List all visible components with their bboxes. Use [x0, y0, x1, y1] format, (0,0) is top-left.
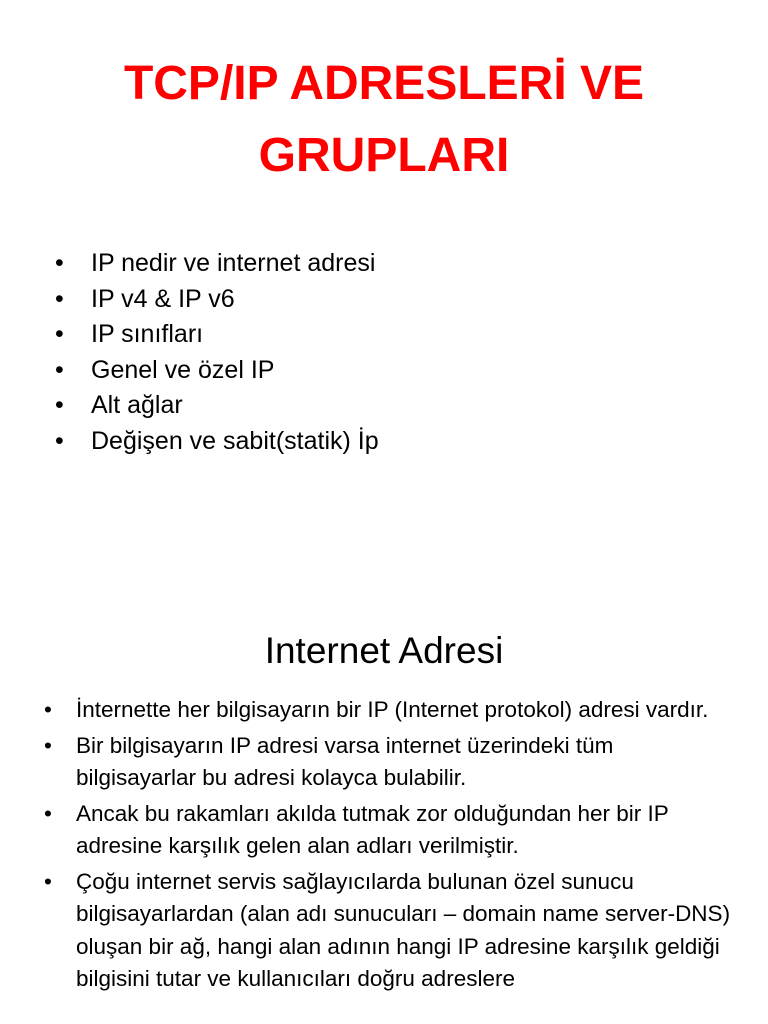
list-item-text: Değişen ve sabit(statik) İp	[91, 426, 379, 455]
list-item-text: IP sınıfları	[91, 320, 204, 348]
list-item	[44, 798, 734, 863]
list-item	[44, 694, 734, 727]
list-item	[44, 866, 734, 996]
list-item-text: Genel ve özel IP	[91, 355, 275, 384]
bullet-icon: •	[55, 320, 64, 348]
list-item-text: Alt ağlar	[91, 391, 183, 419]
bullet-icon: •	[44, 732, 52, 758]
slide-1-bullet-list	[55, 246, 379, 459]
list-item-text: IP v4 & IP v6	[91, 284, 235, 313]
list-item	[44, 730, 734, 795]
list-item-text: Bir bilgisayarın IP adresi varsa internet üzerindeki tüm bilgisayarlar bu adresi kolayca bulabilir.	[76, 732, 614, 790]
bullet-icon: •	[55, 284, 64, 313]
list-item	[55, 246, 379, 282]
slide-2	[0, 560, 768, 1024]
list-item	[55, 424, 379, 460]
list-item-text: IP nedir ve internet adresi	[91, 249, 376, 277]
bullet-icon: •	[55, 426, 64, 455]
list-item	[55, 317, 379, 353]
bullet-icon: •	[55, 355, 64, 384]
bullet-icon: •	[55, 391, 64, 419]
slide-2-bullet-list	[44, 694, 734, 999]
list-item	[55, 282, 379, 318]
list-item-text: İnternette her bilgisayarın bir IP (Internet protokol) adresi vardır.	[76, 697, 709, 722]
list-item	[55, 388, 379, 424]
bullet-icon: •	[44, 697, 52, 722]
list-item-text: Ancak bu rakamları akılda tutmak zor olduğundan her bir IP adresine karşılık gelen alan adları verilmiştir.	[76, 800, 669, 858]
list-item-text: Çoğu internet servis sağlayıcılarda bulunan özel sunucu bilgisayarlardan (alan adı sunucuları – domain name server-DNS) oluşan bir ağ, hangi alan adının hangi IP adresine karşılık geldiği bilgisini tutar ve kullanıcıları doğru adreslere	[76, 868, 731, 991]
list-item	[55, 353, 379, 389]
slide-2-title: Internet Adresi	[264, 630, 504, 671]
bullet-icon: •	[44, 868, 52, 894]
bullet-icon: •	[55, 249, 64, 277]
slide-1-title: TCP/IP ADRESLERİ VE GRUPLARI	[123, 57, 645, 182]
bullet-icon: •	[44, 800, 52, 826]
